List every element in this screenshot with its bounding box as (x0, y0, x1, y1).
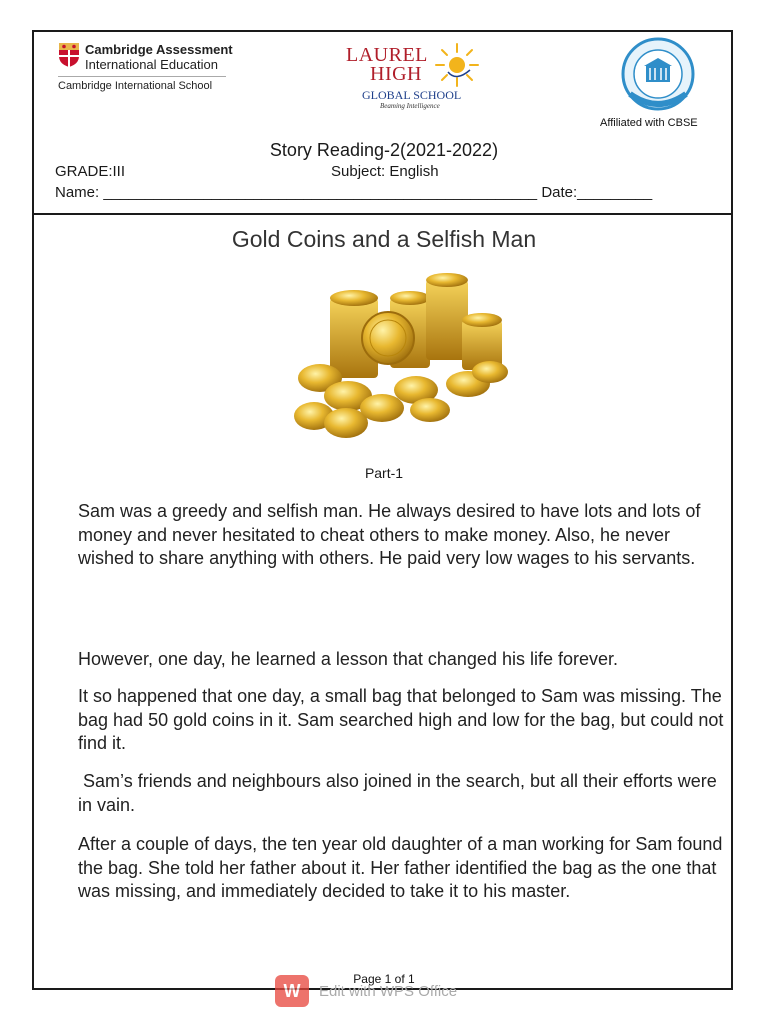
cbse-affiliation-label: Affiliated with CBSE (600, 117, 698, 129)
story-paragraph: It so happened that one day, a small bag that belonged to Sam was missing. The bag had 50 gold coins in it. Sam searched high and low for the bag, but could not find it. (78, 686, 724, 753)
cbse-emblem-icon (620, 36, 696, 112)
cambridge-sub-name: International Education (85, 57, 218, 72)
story-paragraph: After a couple of days, the ten year old daughter of a man working for Sam found the bag. She told her father about it. Her father identified the bag as the one that was missing, and immediately decided to take it to his master. (78, 834, 723, 901)
wps-office-icon: W (275, 975, 309, 1007)
page-number: Page 1 of 1 (353, 972, 415, 986)
name-date-line: Name: ____________________________________________________ Date:_________ (55, 184, 653, 201)
cambridge-logo (58, 42, 238, 92)
story-paragraph: Sam’s friends and neighbours also joined in the search, but all their efforts were in vain. (78, 771, 722, 815)
grade-label: GRADE:III (55, 163, 126, 180)
cambridge-divider (58, 76, 226, 77)
global-school-word: GLOBAL SCHOOL (362, 88, 462, 102)
laurel-high-logo (336, 40, 486, 112)
laurel-tagline: Beaming Intelligence (380, 102, 440, 110)
laurel-word: LAUREL (346, 44, 428, 66)
cambridge-school-label: Cambridge International School (58, 80, 213, 92)
cambridge-name: Cambridge Assessment (85, 42, 233, 57)
high-word: HIGH (370, 63, 422, 85)
gold-coins-image (290, 268, 514, 446)
part-label: Part-1 (364, 465, 404, 481)
wps-watermark-text: Edit with WPS Office (319, 982, 458, 1000)
story-heading: Gold Coins and a Selfish Man (231, 226, 537, 252)
cambridge-shield-icon (58, 42, 80, 68)
sun-icon (434, 42, 480, 88)
story-paragraph: Sam was a greedy and selfish man. He always desired to have lots and lots of money and never hesitated to cheat others to make money. Also, he never wished to share anything with others. He paid very low wages to his servants. (78, 501, 701, 568)
worksheet-title: Story Reading-2(2021-2022) (269, 140, 499, 160)
story-paragraph: However, one day, he learned a lesson that changed his life forever. (78, 649, 619, 669)
subject-label: Subject: English (331, 163, 439, 180)
header-divider (34, 213, 731, 215)
